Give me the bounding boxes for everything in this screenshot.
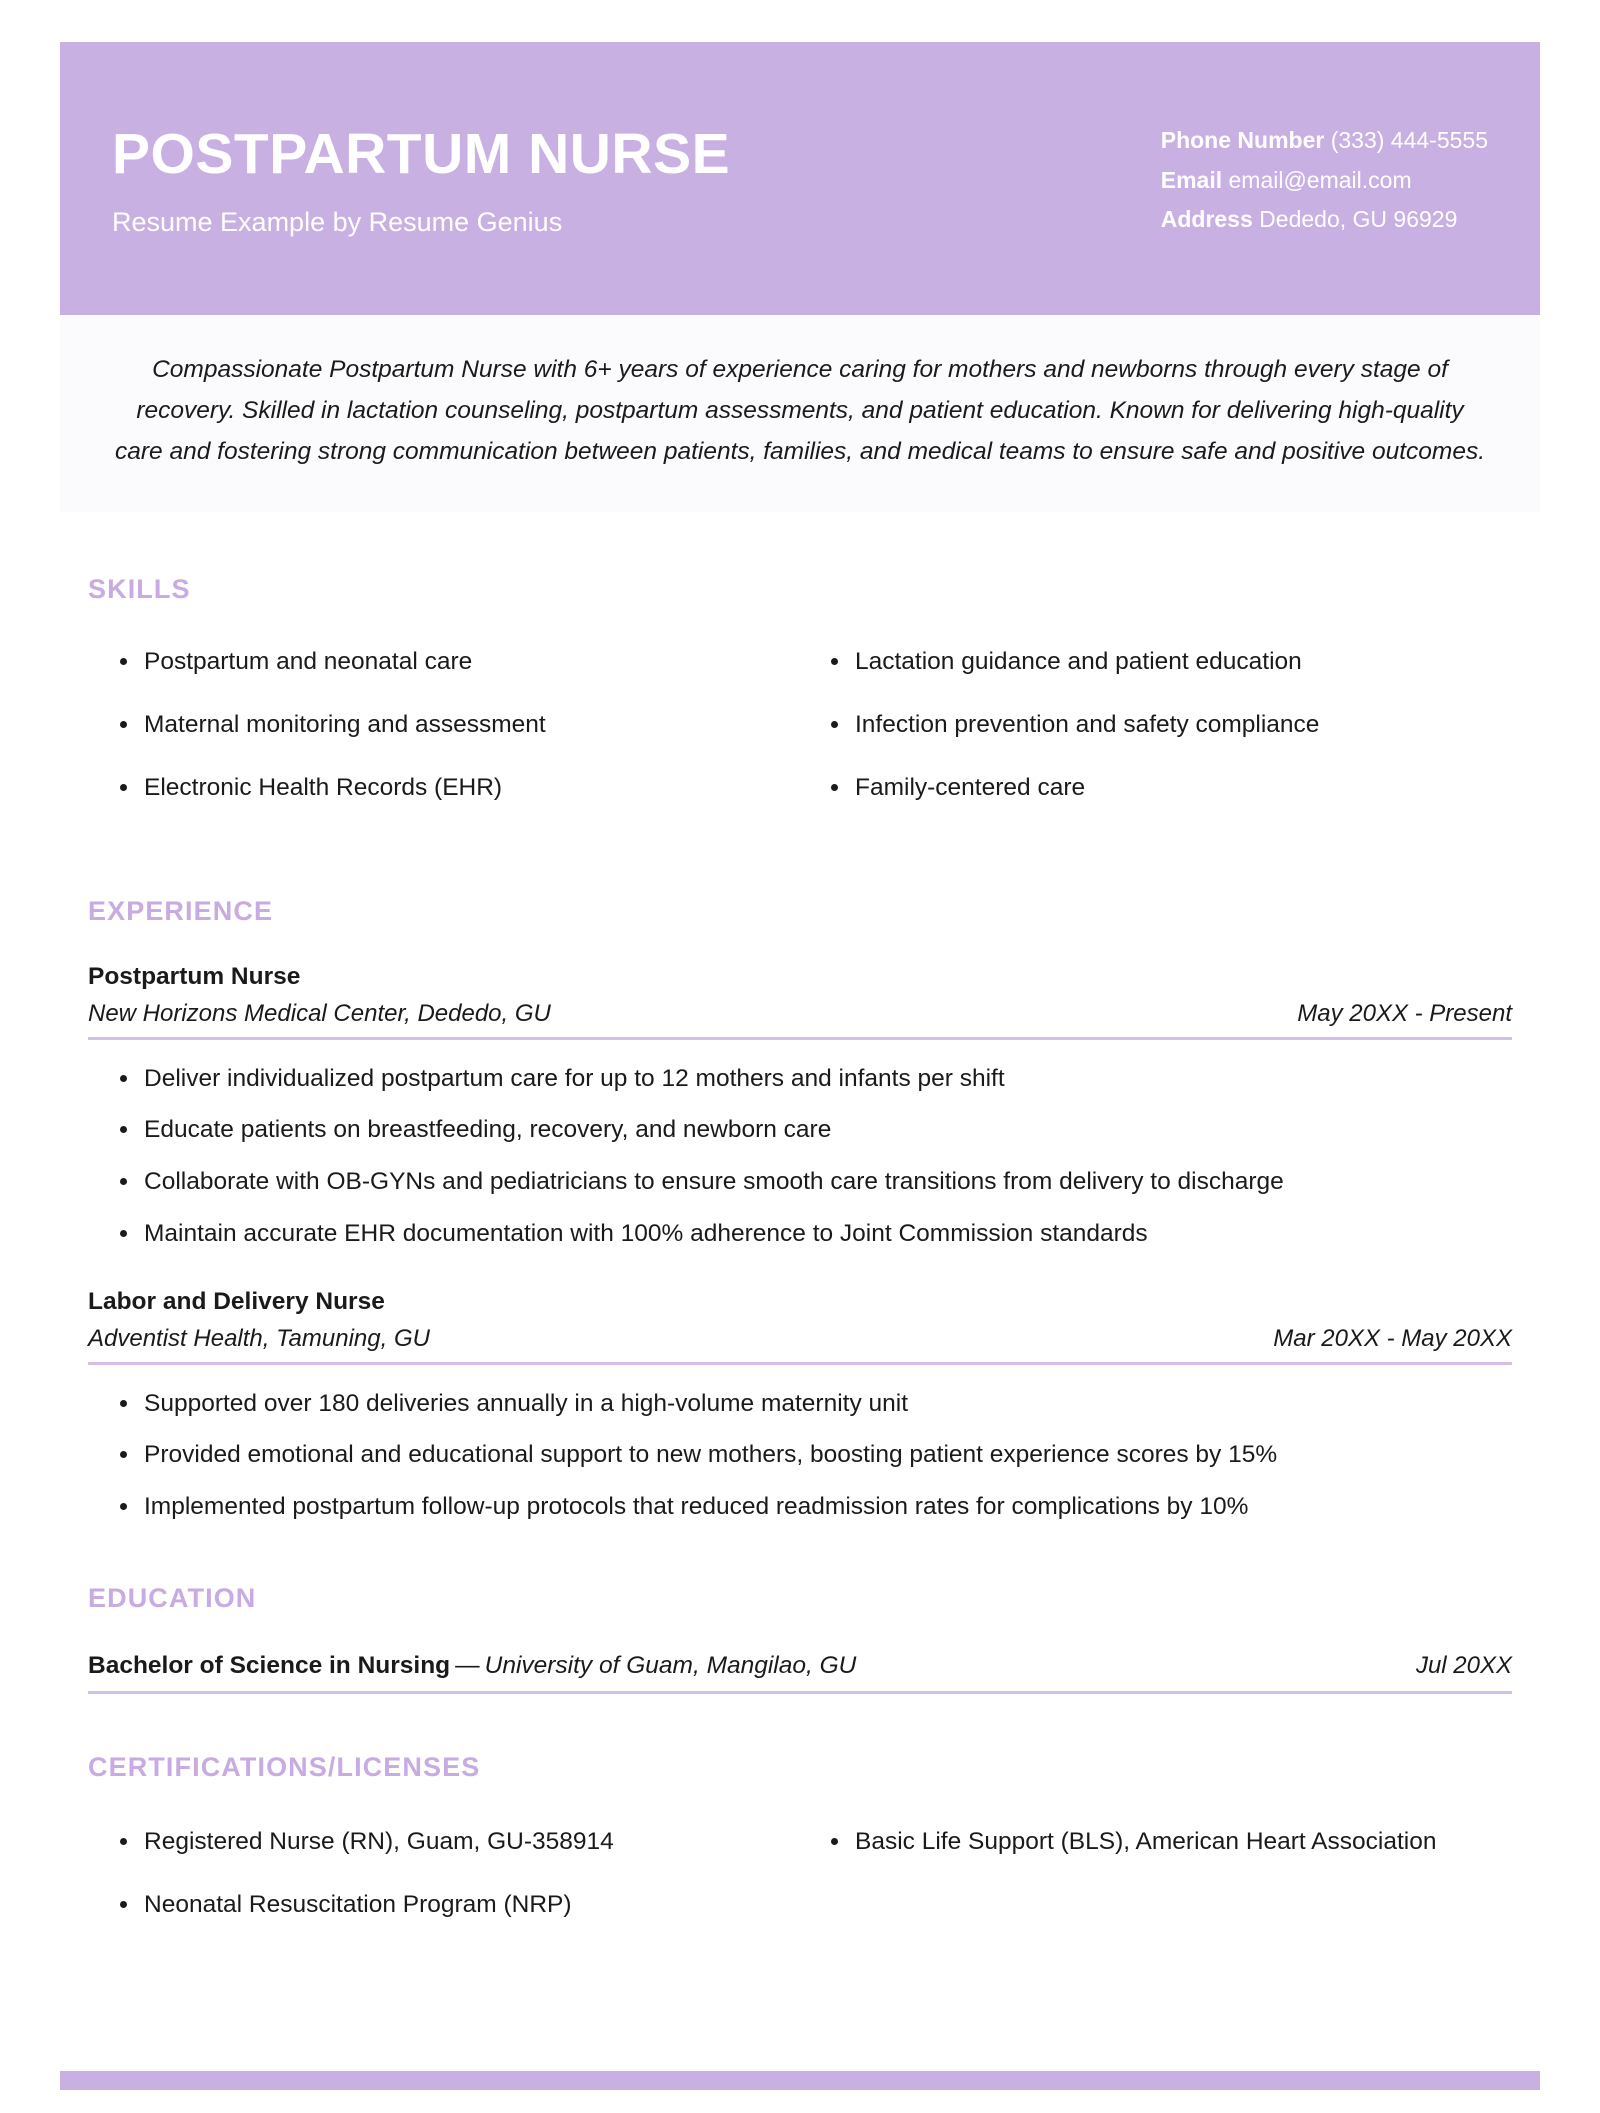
list-item: Deliver individualized postpartum care for up to 12 mothers and infants per shift — [104, 1062, 1512, 1097]
list-item: Maternal monitoring and assessment — [104, 708, 801, 743]
job-title: Postpartum Nurse — [88, 962, 301, 990]
job-title: Labor and Delivery Nurse — [88, 1287, 385, 1315]
footer-accent-bar — [60, 2071, 1540, 2090]
experience-section — [60, 896, 1540, 1525]
education-section — [60, 1583, 1540, 1694]
education-entry — [88, 1650, 1512, 1694]
experience-heading: EXPERIENCE — [88, 895, 274, 926]
skills-column-right — [815, 645, 1512, 833]
list-item: Collaborate with OB-GYNs and pediatricians to ensure smooth care transitions from delivery to discharge — [104, 1165, 1512, 1200]
contact-phone-label: Phone Number — [1160, 127, 1325, 154]
certifications-grid — [88, 1825, 1512, 1951]
job-employer: New Horizons Medical Center, Dededo, GU — [88, 999, 551, 1027]
list-item: Postpartum and neonatal care — [104, 645, 801, 680]
resume-header — [60, 42, 1540, 315]
job-bullets — [88, 1062, 1512, 1252]
certifications-heading: CERTIFICATIONS/LICENSES — [88, 1751, 481, 1782]
contact-email — [1161, 161, 1488, 201]
skills-column-left — [104, 645, 801, 833]
job-dates: Mar 20XX - May 20XX — [1273, 1324, 1512, 1352]
education-separator: — — [455, 1651, 480, 1679]
contact-address-value: Dededo, GU 96929 — [1259, 206, 1458, 233]
education-degree: Bachelor of Science in Nursing — [88, 1651, 451, 1679]
education-school: University of Guam, Mangilao, GU — [484, 1651, 857, 1679]
summary-text: Compassionate Postpartum Nurse with 6+ years of experience caring for mothers and newborns through every stage of recovery. Skilled in lactation counseling, postpartum assessments, and patient education. Known for delivering high-quality care and fostering strong communication between patients, families, and medical teams to ensure safe and positive outcomes. — [114, 356, 1485, 466]
experience-entry — [88, 1286, 1512, 1525]
list-item: Infection prevention and safety compliance — [815, 708, 1512, 743]
list-item: Educate patients on breastfeeding, recovery, and newborn care — [104, 1113, 1512, 1148]
education-date: Jul 20XX — [1415, 1651, 1512, 1679]
contact-block — [1161, 117, 1488, 240]
certifications-column-right — [815, 1825, 1512, 1951]
job-bullets — [88, 1387, 1512, 1525]
list-item: Provided emotional and educational support to new mothers, boosting patient experience scores by 15% — [104, 1438, 1512, 1473]
contact-phone-value: (333) 444-5555 — [1330, 127, 1488, 154]
skills-grid — [88, 645, 1512, 833]
certifications-column-left — [104, 1825, 801, 1951]
experience-entry — [88, 961, 1512, 1252]
header-subtitle: Resume Example by Resume Genius — [112, 206, 563, 237]
list-item: Maintain accurate EHR documentation with 100% adherence to Joint Commission standards — [104, 1217, 1512, 1252]
list-item: Implemented postpartum follow-up protocols that reduced readmission rates for complications by 10% — [104, 1490, 1512, 1525]
list-item: Basic Life Support (BLS), American Heart Association — [815, 1825, 1512, 1860]
contact-email-label: Email — [1160, 166, 1223, 193]
contact-address-label: Address — [1160, 206, 1253, 233]
job-meta — [88, 1000, 1512, 1040]
summary-section — [60, 315, 1540, 512]
contact-email-value: email@email.com — [1228, 166, 1412, 193]
list-item: Supported over 180 deliveries annually in a high-volume maternity unit — [104, 1387, 1512, 1422]
education-heading: EDUCATION — [88, 1582, 257, 1613]
resume-page — [0, 42, 1600, 2113]
skills-section — [60, 574, 1540, 833]
contact-address — [1161, 200, 1488, 240]
job-meta — [88, 1325, 1512, 1365]
contact-phone — [1161, 121, 1488, 161]
certifications-section — [60, 1752, 1540, 1951]
list-item: Registered Nurse (RN), Guam, GU-358914 — [104, 1825, 801, 1860]
header-identity — [112, 119, 730, 238]
skills-heading: SKILLS — [88, 574, 191, 605]
education-entry-left — [88, 1650, 856, 1682]
list-item: Family-centered care — [815, 771, 1512, 806]
list-item: Neonatal Resuscitation Program (NRP) — [104, 1888, 801, 1923]
page-title: POSTPARTUM NURSE — [112, 122, 731, 187]
list-item: Electronic Health Records (EHR) — [104, 771, 801, 806]
list-item: Lactation guidance and patient education — [815, 645, 1512, 680]
job-dates: May 20XX - Present — [1297, 999, 1512, 1027]
job-employer: Adventist Health, Tamuning, GU — [88, 1324, 430, 1352]
